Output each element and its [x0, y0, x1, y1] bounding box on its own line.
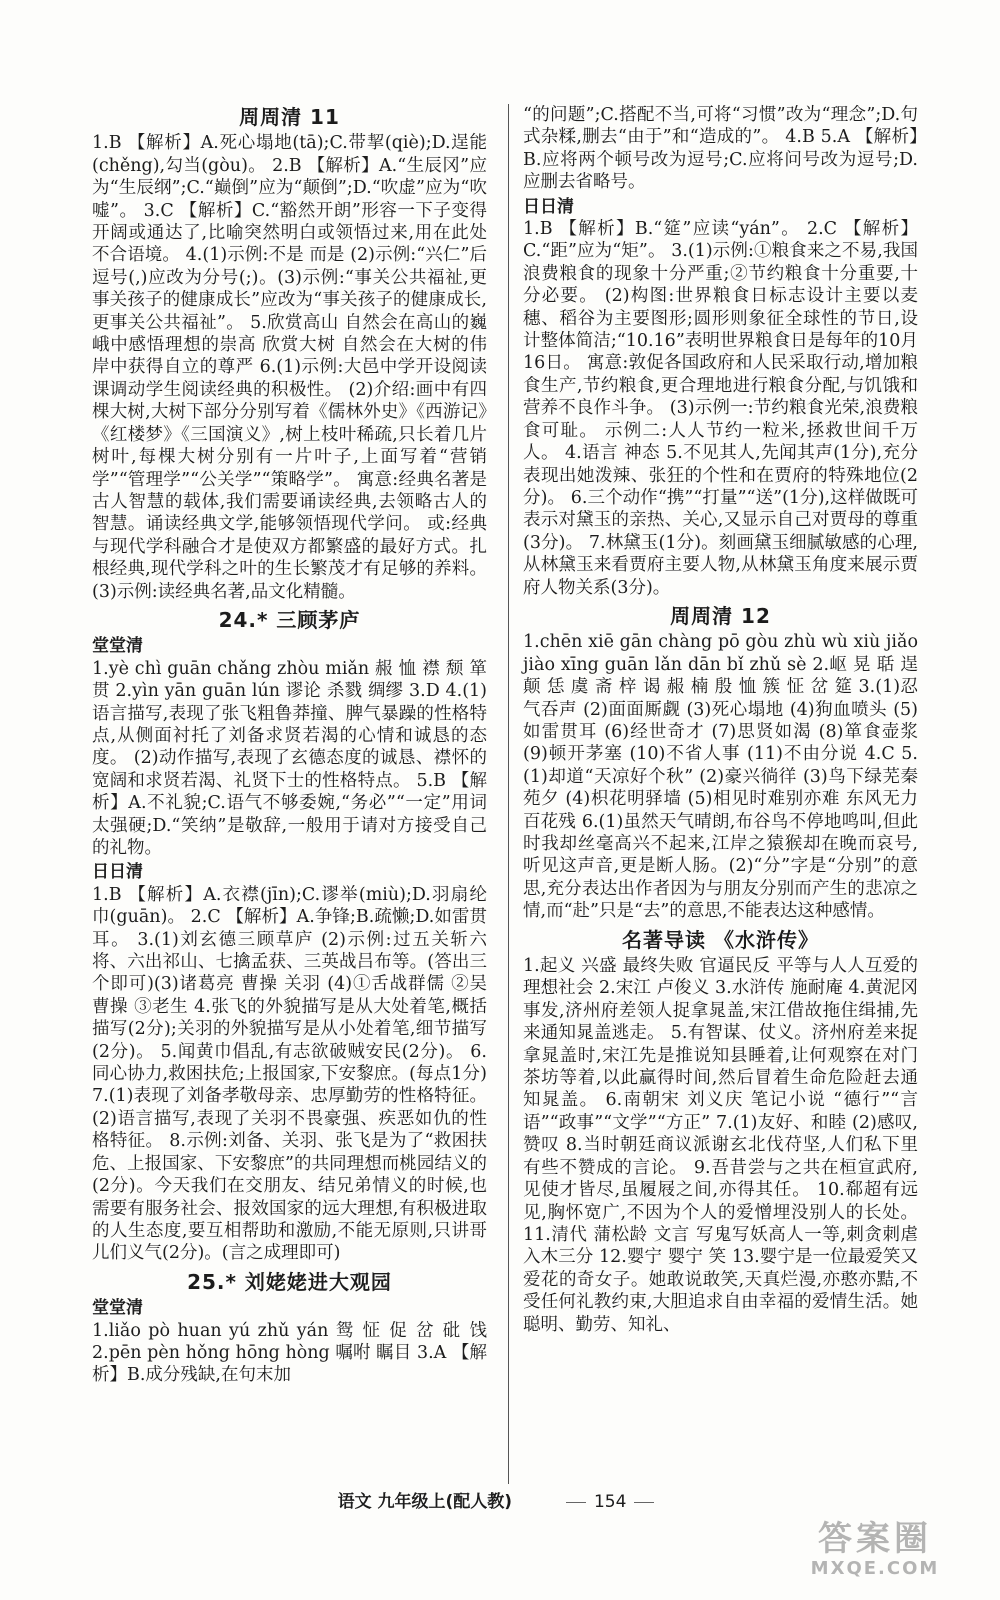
section-title-classic-reading: 名著导读 《水浒传》: [622, 927, 819, 952]
answer-paragraph: “的问题”;C.搭配不当,可将“习惯”改为“理念”;D.句式杂糅,删去“由于”和“造成的”。 4.B 5.A 【解析】B.应将两个顿号改为逗号;C.应将问号改为逗号;D.应删去省略号。: [523, 105, 918, 193]
answer-paragraph: 1.B 【解析】A.衣襟(jīn);C.谬举(miù);D.羽扇纶巾(guān)。 2.C 【解析】A.争锋;B.疏懒;D.如雷贯耳。 3.(1)刘玄德三顾草庐 (2)示例:过五关斩六将、六出祁山、七擒孟获、三英战吕布等。(答出三个即可)(3)诸葛亮 曹操 关羽 (4)①舌战群儒 ②吴 曹操 ③老生 4.张飞的外貌描写是从大处着笔,概括描写(2分);关羽的外貌描写是从小处着笔,细节描写(2分)。 5.闻黄巾倡乱,有志欲破贼安民(2分)。 6.同心协力,救困扶危;上报国家,下安黎庶。(每点1分) 7.(1)表现了刘备孝敬母亲、忠厚勤劳的性格特征。(2)语言描写,表现了关羽不畏豪强、疾恶如仇的性格特征。 8.示例:刘备、关羽、张飞是为了“救困扶危、上报国家、下安黎庶”的共同理想而桃园结义的(2分)。今天我们在交朋友、结兄弟情义的时候,也需要有服务社会、报效国家的远大理想,有积极进取的人生态度,要互相帮助和激励,不能无原则,只讲哥儿们义气(2分)。(言之成理即可): [92, 884, 487, 1264]
watermark-url: MXQE.COM: [810, 1558, 940, 1579]
page-footer: [0, 1487, 1000, 1512]
subsection-label: 日日清: [523, 196, 574, 217]
section-title-weekly-12: 周周清 12: [670, 603, 771, 628]
lesson-title-24: 24.* 三顾茅庐: [218, 607, 361, 632]
section-title-weekly-11: 周周清 11: [239, 105, 340, 129]
answer-paragraph: 1.liǎo pò huan yú zhǔ yán 鸳 怔 促 岔 砒 饯 2.pēn pèn hǒng hōng hòng 嘱咐 瞩目 3.A 【解析】B.成分残缺,在句末加: [92, 1320, 487, 1386]
answer-paragraph: 1.起义 兴盛 最终失败 官逼民反 平等与人人互爱的理想社会 2.宋江 卢俊义 3.水浒传 施耐庵 4.黄泥冈事发,济州府差领人捉拿晁盖,宋江借故拖住缉捕,先来通知晁盖逃走。 5.有智谋、仗义。济州府差来捉拿晁盖时,宋江先是推说知县睡着,让何观察在对门茶坊等着,以此赢得时间,然后冒着生命危险赶去通知晁盖。 6.南朝宋 刘义庆 笔记小说 “德行”“言语”“政事”“文学”“方正” 7.(1)友好、和睦 (2)感叹,赞叹 8.当时朝廷商议派谢玄北伐苻坚,人们私下里有些不赞成的言论。 9.吾昔尝与之共在桓宣武府,见使才皆尽,虽履屐之间,亦得其任。 10.郗超有远见,胸怀宽广,不因为个人的爱憎埋没别人的长处。 11.清代 蒲松龄 文言 写鬼写妖高人一等,刺贪刺虐入木三分 12.婴宁 婴宁 笑 13.婴宁是一位最爱笑又爱花的奇女子。她敢说敢笑,天真烂漫,亦憨亦黠,不受任何礼教约束,大胆追求自由幸福的爱情生活。她聪明、勤劳、知礼、: [523, 956, 918, 1335]
lesson-title-25: 25.* 刘姥姥进大观园: [187, 1269, 392, 1294]
answer-paragraph: 1.B 【解析】B.“筵”应读“yán”。 2.C 【解析】C.“距”应为“矩”。 3.(1)示例:①粮食来之不易,我国浪费粮食的现象十分严重;②节约粮食十分重要,十分必要。 (2)构图:世界粮食日标志设计主要以麦穗、稻谷为主要图形;圆形则象征全球性的节日,设计整体简洁;“10.16”表明世界粮食日是每年的10月16日。 寓意:敦促各国政府和人民采取行动,增加粮食生产,节约粮食,更合理地进行粮食分配,与饥饿和营养不良作斗争。 (3)示例一:节约粮食光荣,浪费粮食可耻。 示例二:人人节约一粒米,拯救世间千万人。 4.语言 神态 5.不见其人,先闻其声(1分),充分表现出她泼辣、张狂的个性和在贾府的特殊地位(2分)。 6.三个动作“携”“打量”“送”(1分),这样做既可表示对黛玉的亲热、关心,又显示自己对贾母的尊重(3分)。 7.林黛玉(1分)。刻画黛玉细腻敏感的心理,从林黛玉来看贾府主要人物,从林黛玉角度来展示贾府人物关系(3分)。: [523, 219, 918, 598]
answer-paragraph: 1.chēn xiē gān chàng pō gòu zhù wù xiù jiǎo jiào xīng guān lǎn dān bǐ zhǔ sè 2.岖 晃 聒 逞 颠 恁 虞 斋 梓 谒 赧 楠 殷 恤 簇 怔 岔 筵 3.(1)忍气吞声 (2)面面厮觑 (3)死心塌地 (4)狗血喷头 (5)如雷贯耳 (6)经世奇才 (7)思贤如渴 (8)箪食壶浆 (9)顿开茅塞 (10)不省人事 (11)不由分说 4.C 5.(1)却道“天凉好个秋” (2)豪兴徜徉 (3)鸟下绿芜秦苑夕 (4)枳花明驿墙 (5)相见时难别亦难 东风无力百花残 6.(1)虽然天气晴朗,布谷鸟不停地鸣叫,但此时我却丝毫高兴不起来,江岸之猿猴却在晚而哀号,听见这声音,更是断人肠。(2)“分”字是“分别”的意思,充分表达出作者因为与朋友分别而产生的悲凉之情,而“赴”只是“去”的意思,不能表达这种感情。: [523, 632, 918, 922]
subsection-label: 堂堂清: [92, 1298, 143, 1319]
answer-paragraph: 1.B 【解析】A.死心塌地(tā);C.带挈(qiè);D.逞能(chěng),勾当(gòu)。 2.B 【解析】A.“生辰冈”应为“生辰纲”;C.“巅倒”应为“颠倒”;D.“吹虚”应为“吹嘘”。 3.C 【解析】C.“豁然开朗”形容一下子变得开阔或通达了,比喻突然明白或领悟过来,用在此处不合语境。 4.(1)示例:不是 而是 (2)示例:“兴仁”后逗号(,)应改为分号(;)。(3)示例:“事关公共福祉,更事关孩子的健康成长”应改为“事关孩子的健康成长,更事关公共福祉”。 5.欣赏高山 自然会在高山的巍峨中感悟理想的崇高 欣赏大树 自然会在大树的伟岸中获得自立的尊严 6.(1)示例:大邑中学开设阅读课调动学生阅读经典的积极性。 (2)介绍:画中有四棵大树,大树下部分分别写着《儒林外史》《西游记》《红楼梦》《三国演义》,树上枝叶稀疏,只长着几片树叶,每棵大树分别有一片叶子,上面写着“营销学”“管理学”“公关学”“策略学”。 寓意:经典名著是古人智慧的载体,我们需要诵读经典,去领略古人的智慧。诵读经典文学,能够领悟现代学问。 或:经典与现代学科融合才是使双方都繁盛的最好方式。扎根经典,现代学科之叶的生长繁茂才有足够的养料。 (3)示例:读经典名著,品文化精髓。: [92, 133, 487, 602]
subsection-label: 堂堂清: [92, 636, 143, 657]
page-number: 154: [558, 1492, 662, 1512]
watermark-text: 答案圈: [818, 1519, 932, 1559]
left-column: [92, 100, 487, 1387]
footer-subject: 语文 九年级上(配人教): [337, 1492, 513, 1512]
subsection-label: 日日清: [92, 862, 143, 883]
column-divider: [508, 104, 509, 1484]
right-column: [523, 104, 918, 1336]
answer-paragraph: 1.yè chì guān chǎng zhòu miǎn 赧 恤 襟 颓 箪 贯 2.yìn yān guān lún 谬论 杀戮 绸缪 3.D 4.(1)语言描写,表现了张飞粗鲁莽撞、脾气暴躁的性格特点,从侧面衬托了刘备求贤若渴的心情和诚恳的态度。 (2)动作描写,表现了玄德态度的诚恳、襟怀的宽阔和求贤若渴、礼贤下士的性格特点。 5.B 【解析】A.不礼貌;C.语气不够委婉,“务必”“一定”用词太强硬;D.“笑纳”是敬辞,一般用于请对方接受自己的礼物。: [92, 658, 487, 858]
watermark-logo: [780, 1520, 970, 1580]
